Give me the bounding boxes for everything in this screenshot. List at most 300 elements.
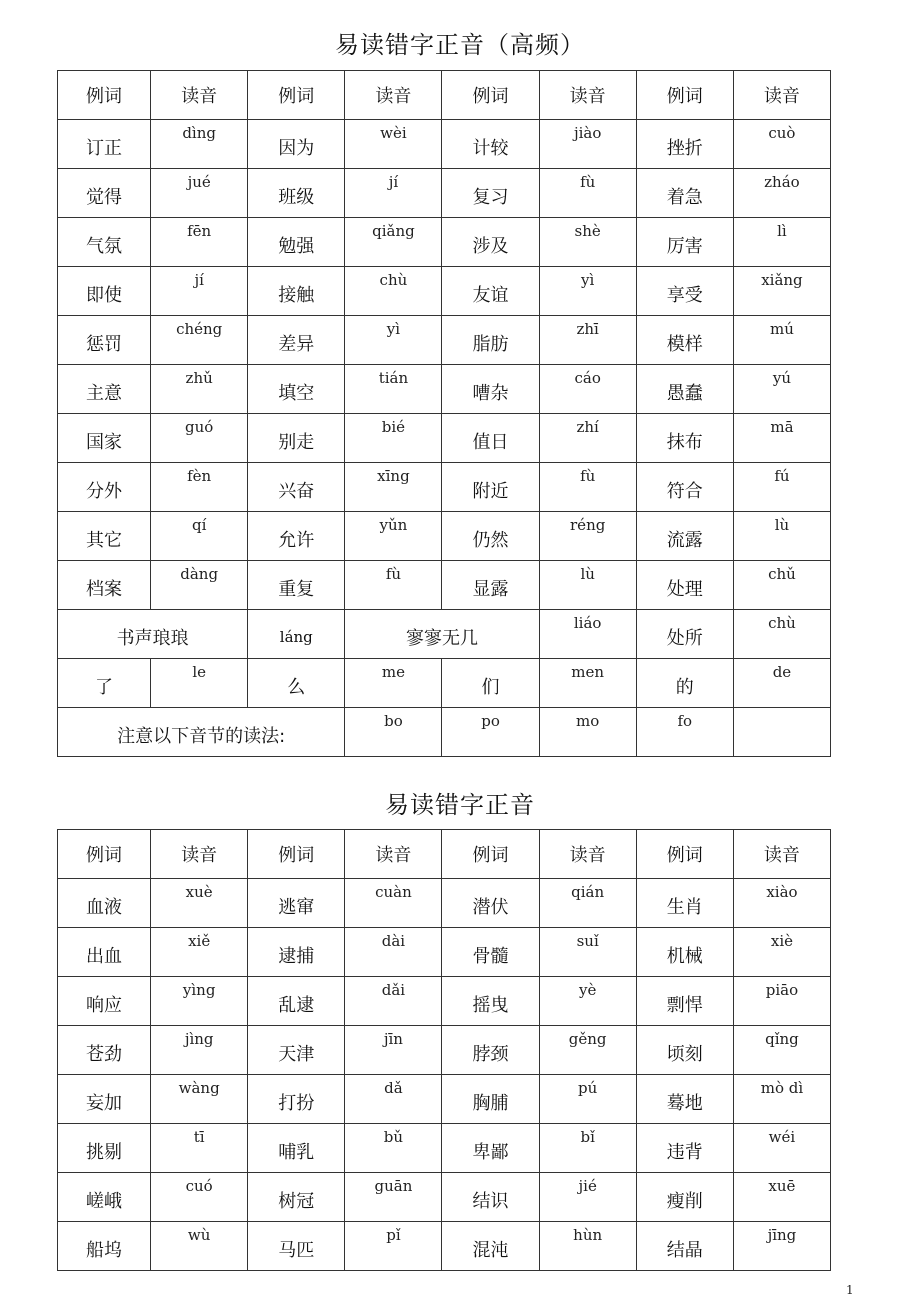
pinyin-cell: [733, 1075, 830, 1124]
word-cell: [442, 1173, 539, 1222]
pinyin-cell: [345, 1222, 442, 1271]
table-row: [58, 316, 831, 365]
pinyin-cell: [151, 1173, 248, 1222]
table-row: [58, 365, 831, 414]
pinyin-text: wù: [187, 1226, 211, 1244]
header-cell-example-word: 例词: [248, 71, 345, 120]
word-cell: [442, 1222, 539, 1271]
pinyin-cell: [151, 1222, 248, 1271]
header-cell-example-word: 例词: [636, 71, 733, 120]
pinyin-cell: [539, 365, 636, 414]
word-cell: [58, 1075, 151, 1124]
pinyin-cell: [733, 561, 830, 610]
word-text: 挫折: [666, 138, 703, 159]
note-cell: [58, 708, 345, 757]
table-row: [58, 414, 831, 463]
word-text: 嵯峨: [86, 1191, 123, 1212]
word-cell: [442, 1026, 539, 1075]
word-cell: [636, 463, 733, 512]
idiom-cell: [58, 610, 248, 659]
pinyin-cell: [151, 463, 248, 512]
pinyin-text: fú: [774, 467, 790, 485]
pinyin-text: cuò: [768, 124, 796, 142]
pinyin-cell: [345, 928, 442, 977]
word-text: 结识: [472, 1191, 509, 1212]
word-cell: [248, 928, 345, 977]
word-cell: [58, 316, 151, 365]
word-text: 友谊: [472, 285, 509, 306]
word-text: 违背: [666, 1142, 703, 1163]
pinyin-text: yè: [578, 981, 597, 999]
word-cell: [636, 610, 733, 659]
pinyin-text: chǔ: [768, 565, 796, 583]
word-cell: [636, 659, 733, 708]
word-text: 重复: [278, 579, 315, 600]
pinyin-cell: [345, 463, 442, 512]
word-text: 着急: [666, 187, 703, 208]
table-row: [58, 463, 831, 512]
pinyin-cell: [151, 316, 248, 365]
word-cell: [442, 977, 539, 1026]
word-cell: [58, 659, 151, 708]
pinyin-text: dǎi: [381, 981, 406, 999]
word-text: 响应: [86, 995, 123, 1016]
pinyin-cell: [733, 659, 830, 708]
pinyin-cell: [345, 561, 442, 610]
word-cell: [442, 169, 539, 218]
word-text: 觉得: [86, 187, 123, 208]
word-text: 涉及: [472, 236, 509, 257]
pinyin-text: jué: [187, 173, 211, 191]
pinyin-text: xiào: [766, 883, 798, 901]
word-cell: [58, 120, 151, 169]
word-text: 打扮: [278, 1093, 315, 1114]
table-row: [58, 1222, 831, 1271]
word-text: 船坞: [86, 1240, 123, 1261]
pinyin-cell: [345, 512, 442, 561]
pinyin-cell: [151, 414, 248, 463]
word-text: 哺乳: [278, 1142, 315, 1163]
pinyin-text: me: [381, 663, 405, 681]
word-text: 潜伏: [472, 897, 509, 918]
word-text: 接触: [278, 285, 315, 306]
pinyin-cell: [539, 267, 636, 316]
syllable-cell: [733, 708, 830, 757]
pinyin-text: jìng: [184, 1030, 214, 1048]
word-text: 处所: [666, 628, 703, 649]
pinyin-cell: [345, 414, 442, 463]
word-text: 卑鄙: [472, 1142, 509, 1163]
pinyin-text: jīng: [767, 1226, 797, 1244]
word-cell: [58, 169, 151, 218]
section-title-high-frequency: 易读错字正音（高频）: [335, 31, 585, 59]
pinyin-text: lù: [774, 516, 790, 534]
pinyin-cell: [151, 267, 248, 316]
pinyin-cell: [151, 977, 248, 1026]
word-text: 档案: [86, 579, 123, 600]
pinyin-text: fù: [580, 173, 596, 191]
pinyin-text: guó: [185, 418, 214, 436]
pinyin-text: zhí: [576, 418, 599, 436]
pinyin-text: zhī: [576, 320, 599, 338]
word-cell: [248, 977, 345, 1026]
pinyin-cell: [345, 1173, 442, 1222]
pinyin-text: zhǔ: [185, 369, 213, 387]
word-text: 顷刻: [666, 1044, 703, 1065]
pinyin-cell: [733, 463, 830, 512]
table-row: [58, 1173, 831, 1222]
word-cell: [58, 218, 151, 267]
pinyin-cell: [345, 365, 442, 414]
word-cell: [58, 1026, 151, 1075]
word-cell: [248, 1026, 345, 1075]
word-cell: [248, 1124, 345, 1173]
pinyin-text: jié: [578, 1177, 597, 1195]
word-cell: [442, 879, 539, 928]
table-row: [58, 879, 831, 928]
pinyin-cell: [345, 879, 442, 928]
word-cell: [442, 365, 539, 414]
pinyin-text: xiě: [188, 932, 211, 950]
word-cell: [248, 414, 345, 463]
word-text: 即使: [86, 285, 123, 306]
header-cell-pronunciation: 读音: [539, 71, 636, 120]
pinyin-cell: [539, 512, 636, 561]
idiom-cell: [345, 610, 539, 659]
word-cell: [248, 659, 345, 708]
pinyin-text: zháo: [764, 173, 800, 191]
word-text: 因为: [278, 138, 315, 159]
pinyin-cell: [151, 561, 248, 610]
word-text: 仍然: [472, 530, 509, 551]
word-cell: [636, 414, 733, 463]
word-text: 值日: [472, 432, 509, 453]
pinyin-cell: [345, 120, 442, 169]
pinyin-text: mo: [576, 712, 600, 730]
table-row: [58, 1075, 831, 1124]
word-cell: [636, 879, 733, 928]
word-text: 计较: [472, 138, 509, 159]
pinyin-cell: [539, 414, 636, 463]
pinyin-cell: [345, 218, 442, 267]
word-cell: [636, 365, 733, 414]
word-text: 摇曳: [472, 995, 509, 1016]
pinyin-cell: [151, 879, 248, 928]
pinyin-cell: [539, 561, 636, 610]
word-cell: [636, 977, 733, 1026]
pinyin-cell: [345, 169, 442, 218]
word-cell: [636, 1124, 733, 1173]
pinyin-cell: [733, 316, 830, 365]
word-cell: [248, 1222, 345, 1271]
word-cell: [442, 218, 539, 267]
word-cell: [248, 463, 345, 512]
word-text: 订正: [86, 138, 123, 159]
pinyin-text: men: [571, 663, 605, 681]
pinyin-text: hùn: [573, 1226, 603, 1244]
pinyin-text: bǔ: [383, 1128, 404, 1146]
pinyin-cell: [539, 1075, 636, 1124]
word-cell: [442, 512, 539, 561]
word-text: 差异: [278, 334, 315, 355]
pinyin-text: chéng: [176, 320, 223, 338]
word-text: 流露: [666, 530, 703, 551]
table-body: [58, 71, 831, 757]
word-cell: [58, 561, 151, 610]
header-cell-pronunciation: 读音: [151, 71, 248, 120]
word-text: 血液: [86, 897, 123, 918]
word-text: 寥寥无几: [405, 628, 478, 649]
word-cell: [248, 1173, 345, 1222]
pinyin-cell: [733, 512, 830, 561]
pinyin-cell: [345, 977, 442, 1026]
word-cell: [248, 169, 345, 218]
word-cell: [248, 267, 345, 316]
pinyin-cell: [539, 879, 636, 928]
header-cell-pronunciation: 读音: [151, 830, 248, 879]
pinyin-cell-inline: [248, 610, 345, 659]
pinyin-cell: [151, 659, 248, 708]
pinyin-text: piāo: [765, 981, 799, 999]
word-text: 马匹: [278, 1240, 315, 1261]
word-text: 苍劲: [86, 1044, 123, 1065]
pinyin-text: yǔn: [379, 516, 408, 534]
word-cell: [248, 512, 345, 561]
pinyin-text: jí: [388, 173, 399, 191]
word-cell: [636, 928, 733, 977]
pinyin-text: yú: [772, 369, 791, 387]
word-cell: [442, 659, 539, 708]
word-text: 混沌: [472, 1240, 509, 1261]
table-row: [58, 169, 831, 218]
word-text: 气氛: [86, 236, 123, 257]
word-cell: [636, 267, 733, 316]
word-cell: [58, 879, 151, 928]
pinyin-text: jiào: [573, 124, 602, 142]
header-cell-pronunciation: 读音: [733, 830, 830, 879]
pinyin-text: jí: [194, 271, 204, 289]
pinyin-cell: [733, 1173, 830, 1222]
pinyin-cell: [733, 879, 830, 928]
word-text: 勉强: [278, 236, 315, 257]
pinyin-cell: [733, 365, 830, 414]
table-row: [58, 1026, 831, 1075]
word-cell: [58, 463, 151, 512]
pinyin-cell: [151, 1124, 248, 1173]
word-text: 脖颈: [472, 1044, 509, 1065]
syllable-cell: [539, 708, 636, 757]
table-row: [58, 120, 831, 169]
word-cell: [58, 1124, 151, 1173]
pinyin-text: dìng: [182, 124, 216, 142]
table-row-syllable-note: [58, 708, 831, 757]
word-text: 主意: [86, 383, 123, 404]
word-text: 胸脯: [472, 1093, 509, 1114]
word-cell: [636, 1075, 733, 1124]
pinyin-text: réng: [570, 516, 606, 534]
word-text: 乱逮: [278, 995, 315, 1016]
table-row: [58, 512, 831, 561]
pinyin-cell: [151, 169, 248, 218]
word-text: 允许: [278, 530, 315, 551]
table-body: [58, 830, 831, 1271]
pinyin-text: le: [192, 663, 207, 681]
pinyin-text: chù: [379, 271, 408, 289]
pinyin-text: bǐ: [580, 1128, 595, 1146]
pinyin-cell: [345, 1026, 442, 1075]
word-text: 挑剔: [86, 1142, 123, 1163]
pinyin-text: xuē: [768, 1177, 796, 1195]
word-cell: [636, 169, 733, 218]
word-text: 剽悍: [666, 995, 703, 1016]
pinyin-cell: [345, 267, 442, 316]
word-text: 嘈杂: [472, 383, 509, 404]
word-text: 注意以下音节的读法:: [117, 726, 286, 747]
pinyin-text: wàng: [178, 1079, 220, 1097]
header-cell-pronunciation: 读音: [733, 71, 830, 120]
word-cell: [442, 561, 539, 610]
pinyin-cell: [733, 218, 830, 267]
word-text: 机械: [666, 946, 703, 967]
pinyin-text: dài: [381, 932, 406, 950]
pinyin-text: fù: [580, 467, 596, 485]
header-cell-example-word: 例词: [248, 830, 345, 879]
word-text: 分外: [86, 481, 123, 502]
pinyin-text: wéi: [768, 1128, 796, 1146]
pinyin-cell: [151, 512, 248, 561]
pinyin-cell: [733, 1124, 830, 1173]
pinyin-cell: [539, 169, 636, 218]
pinyin-cell: [345, 659, 442, 708]
pinyin-cell: [539, 1173, 636, 1222]
pinyin-cell: [345, 1075, 442, 1124]
pinyin-text: xiǎng: [761, 271, 803, 289]
word-text: 妄加: [86, 1093, 123, 1114]
word-cell: [442, 414, 539, 463]
section-title-general: 易读错字正音: [385, 791, 535, 819]
word-cell: [636, 218, 733, 267]
word-cell: [442, 267, 539, 316]
pinyin-text: cuàn: [375, 883, 412, 901]
pinyin-cell: [733, 610, 830, 659]
pinyin-text: qián: [571, 883, 605, 901]
word-cell: [248, 561, 345, 610]
word-cell: [636, 316, 733, 365]
word-cell: [58, 512, 151, 561]
word-cell: [58, 1173, 151, 1222]
pinyin-cell: [539, 659, 636, 708]
pinyin-text: wèi: [380, 124, 407, 142]
word-text: 惩罚: [86, 334, 123, 355]
pinyin-cell: [733, 928, 830, 977]
word-cell: [248, 120, 345, 169]
word-cell: [636, 1026, 733, 1075]
word-text: 显露: [472, 579, 509, 600]
word-text: 树冠: [278, 1191, 315, 1212]
word-text: 复习: [472, 187, 509, 208]
word-cell: [636, 120, 733, 169]
pinyin-text: gěng: [568, 1030, 607, 1048]
word-cell: [248, 218, 345, 267]
pinyin-cell: [539, 1026, 636, 1075]
pinyin-cell: [345, 1124, 442, 1173]
header-row: [58, 830, 831, 879]
pinyin-text: xīng: [377, 467, 410, 485]
word-text: 附近: [472, 481, 509, 502]
pinyin-text: qiǎng: [372, 222, 415, 240]
pinyin-cell: [151, 1075, 248, 1124]
word-text: 符合: [666, 481, 703, 502]
word-cell: [442, 463, 539, 512]
word-text: 别走: [278, 432, 315, 453]
word-text: 脂肪: [472, 334, 509, 355]
word-text: 逮捕: [278, 946, 315, 967]
word-cell: [442, 316, 539, 365]
word-text: 愚蠢: [666, 383, 703, 404]
pinyin-cell: [539, 928, 636, 977]
word-text: 蓦地: [666, 1093, 703, 1114]
pinyin-text: pú: [578, 1079, 598, 1097]
pinyin-text: pǐ: [386, 1226, 401, 1244]
pinyin-text: lù: [580, 565, 595, 583]
word-cell: [248, 1075, 345, 1124]
word-cell: [636, 1222, 733, 1271]
pinyin-text: fēn: [187, 222, 212, 240]
word-text: 厉害: [666, 236, 703, 257]
word-text: 书声琅琅: [116, 628, 189, 649]
word-cell: [636, 512, 733, 561]
pinyin-cell: [733, 977, 830, 1026]
pinyin-text: jīn: [383, 1030, 403, 1048]
header-cell-example-word: 例词: [58, 830, 151, 879]
pinyin-cell: [539, 120, 636, 169]
pinyin-text: láng: [279, 628, 313, 646]
header-cell-example-word: 例词: [442, 71, 539, 120]
word-cell: [58, 365, 151, 414]
pinyin-text: bié: [381, 418, 406, 436]
pinyin-text: lì: [777, 222, 787, 240]
word-cell: [636, 1173, 733, 1222]
word-cell: [58, 977, 151, 1026]
pinyin-text: cáo: [574, 369, 601, 387]
pinyin-text: qǐng: [765, 1030, 799, 1048]
word-text: 填空: [278, 383, 315, 404]
word-text: 模样: [666, 334, 703, 355]
pinyin-text: yìng: [182, 981, 216, 999]
word-text: 享受: [666, 285, 703, 306]
word-text: 其它: [86, 530, 123, 551]
word-text: 出血: [86, 946, 123, 967]
pinyin-cell: [151, 1026, 248, 1075]
word-text: 国家: [86, 432, 123, 453]
header-cell-pronunciation: 读音: [345, 71, 442, 120]
table-row: [58, 928, 831, 977]
syllable-cell: [442, 708, 539, 757]
pinyin-cell: [733, 1026, 830, 1075]
table-row: [58, 977, 831, 1026]
word-text: 抹布: [666, 432, 703, 453]
pinyin-cell: [539, 977, 636, 1026]
pinyin-text: shè: [574, 222, 601, 240]
word-cell: [248, 879, 345, 928]
pinyin-text: fèn: [187, 467, 212, 485]
header-cell-pronunciation: 读音: [345, 830, 442, 879]
word-cell: [58, 414, 151, 463]
pinyin-text: tián: [378, 369, 409, 387]
pinyin-text: xiè: [770, 932, 793, 950]
header-cell-pronunciation: 读音: [539, 830, 636, 879]
word-cell: [636, 561, 733, 610]
